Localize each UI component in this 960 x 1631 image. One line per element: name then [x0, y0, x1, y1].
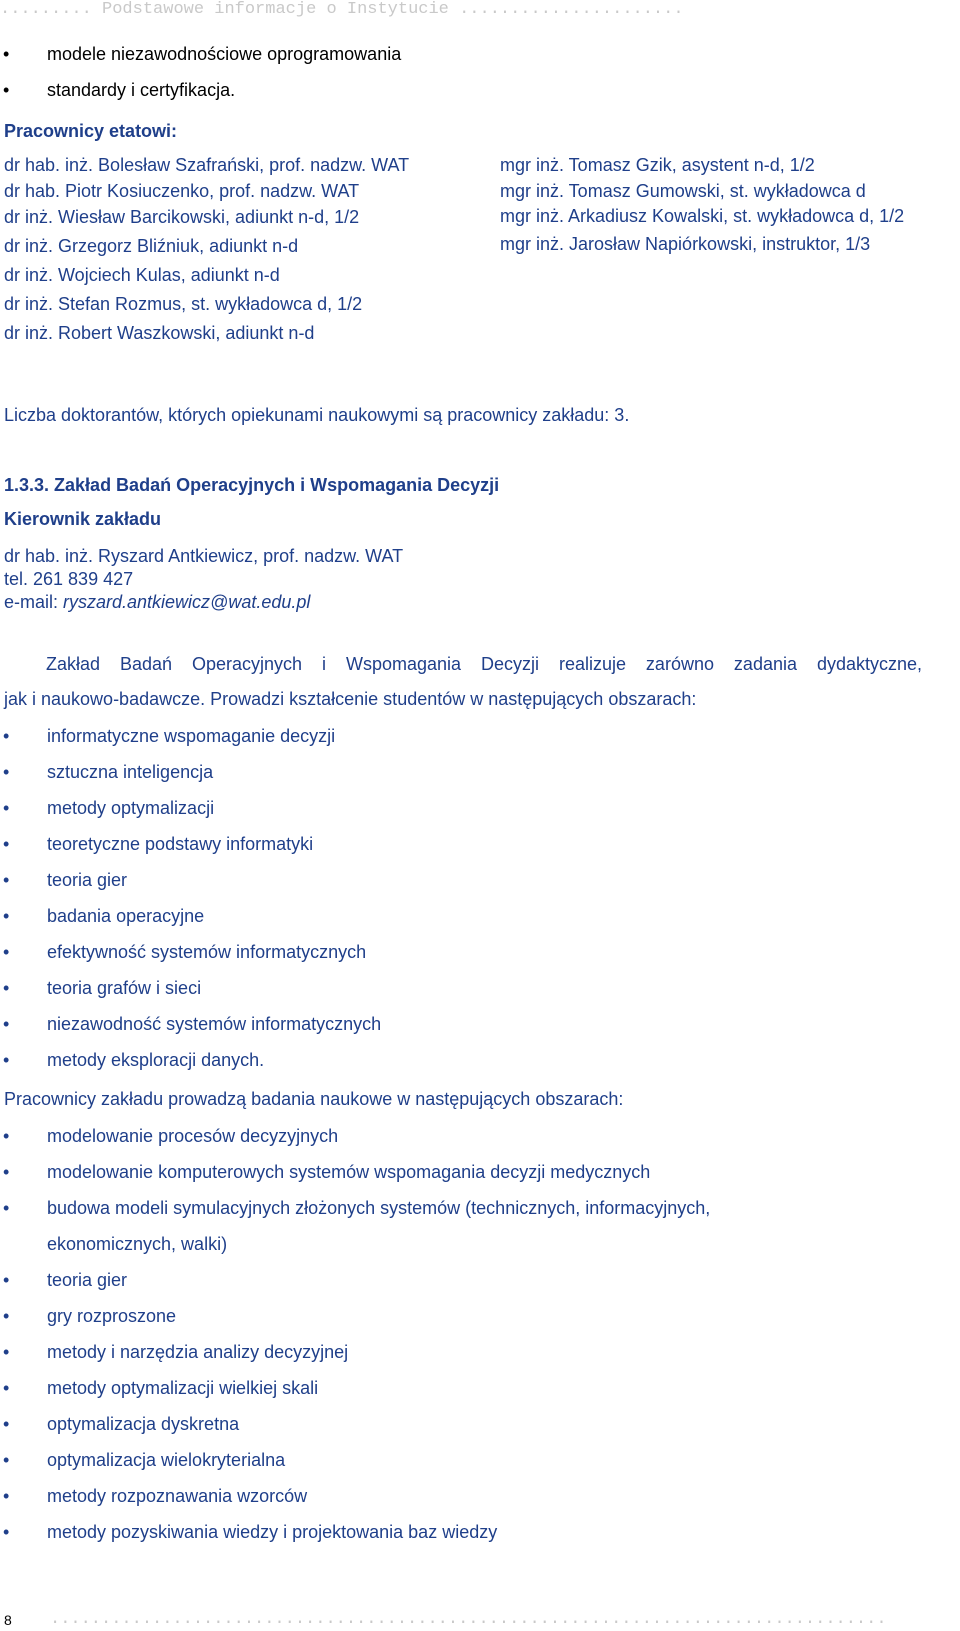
list-item: • badania operacyjne: [0, 906, 381, 926]
list-item: • teoria grafów i sieci: [0, 978, 381, 998]
staff-member: mgr inż. Jarosław Napiórkowski, instruktor, 1/3: [500, 234, 871, 254]
research-intro: Pracownicy zakładu prowadzą badania naukowe w następujących obszarach:: [4, 1089, 624, 1109]
list-item-continuation: [0, 1234, 710, 1254]
staff-member: mgr inż. Arkadiusz Kowalski, st. wykładowca d, 1/2: [500, 206, 905, 226]
staff-member: dr inż. Grzegorz Bliźniuk, adiunkt n-d: [4, 236, 299, 256]
list-item: • standardy i certyfikacja.: [0, 80, 401, 100]
staff-member: mgr inż. Tomasz Gzik, asystent n-d, 1/2: [500, 155, 815, 175]
staff-member: dr hab. Piotr Kosiuczenko, prof. nadzw. WAT: [4, 181, 360, 201]
research-list: [0, 1126, 710, 1542]
intro-line: Zakład Badań Operacyjnych i Wspomagania Decyzji realizuje zarówno zadania dydaktyczne,: [46, 654, 922, 674]
staff-member: dr inż. Robert Waszkowski, adiunkt n-d: [4, 323, 315, 343]
email-link[interactable]: ryszard.antkiewicz@wat.edu.pl: [63, 592, 311, 612]
running-header: [0, 0, 960, 22]
header-title: Podstawowe informacje o Instytucie: [102, 0, 449, 19]
staff-member: dr inż. Wojciech Kulas, adiunkt n-d: [4, 265, 280, 285]
list-item: • teoria gier: [0, 870, 381, 890]
list-item: • modele niezawodnościowe oprogramowania: [0, 44, 401, 64]
list-item: • metody optymalizacji wielkiej skali: [0, 1378, 710, 1398]
list-item: • metody optymalizacji: [0, 798, 381, 818]
continuation-text: ekonomicznych, walki): [47, 1234, 228, 1254]
head-name: dr hab. inż. Ryszard Antkiewicz, prof. nadzw. WAT: [4, 546, 404, 566]
list-item: • informatyczne wspomaganie decyzji: [0, 726, 381, 746]
page-footer: [0, 1600, 960, 1631]
list-item: • sztuczna inteligencja: [0, 762, 381, 782]
list-item: • modelowanie komputerowych systemów wspomagania decyzji medycznych: [0, 1162, 710, 1182]
list-item: • teoria gier: [0, 1270, 710, 1290]
page-number: 8: [4, 1612, 12, 1628]
staff-label: Pracownicy etatowi:: [4, 121, 178, 141]
head-phone: tel. 261 839 427: [4, 569, 134, 589]
header-leading-dots: .........: [0, 0, 92, 19]
doctorate-count-line: Liczba doktorantów, których opiekunami naukowymi są pracownicy zakładu: 3.: [4, 405, 630, 425]
staff-member: dr inż. Wiesław Barcikowski, adiunkt n-d, 1/2: [4, 207, 360, 227]
intro-paragraph: [4, 647, 922, 681]
email-label: e-mail:: [4, 592, 64, 612]
intro-line: [4, 688, 696, 710]
list-item: • optymalizacja wielokryterialna: [0, 1450, 710, 1470]
section-title: 1.3.3. Zakład Badań Operacyjnych i Wspomagania Decyzji: [4, 475, 500, 495]
teaching-list: [0, 726, 381, 1070]
staff-right-column: [500, 152, 916, 256]
head-label: Kierownik zakładu: [4, 509, 162, 529]
list-item: • teoretyczne podstawy informatyki: [0, 834, 381, 854]
list-item: • metody rozpoznawania wzorców: [0, 1486, 710, 1506]
intro-line-text: jak i naukowo-badawcze. Prowadzi kształcenie studentów w następujących obszarach:: [4, 689, 697, 709]
list-item: • niezawodność systemów informatycznych: [0, 1014, 381, 1034]
top-bullet-list: [0, 44, 401, 100]
list-item: • optymalizacja dyskretna: [0, 1414, 710, 1434]
staff-left-column: [4, 152, 409, 346]
list-item: • modelowanie procesów decyzyjnych: [0, 1126, 710, 1146]
footer-dots: ..................................................................................: [50, 1610, 887, 1629]
list-item: • metody eksploracji danych.: [0, 1050, 381, 1070]
list-item: • metody pozyskiwania wiedzy i projektowania baz wiedzy: [0, 1522, 710, 1542]
list-item: • metody i narzędzia analizy decyzyjnej: [0, 1342, 710, 1362]
list-item: • budowa modeli symulacyjnych złożonych systemów (technicznych, informacyjnych,: [0, 1198, 710, 1218]
staff-member: dr inż. Stefan Rozmus, st. wykładowca d, 1/2: [4, 294, 363, 314]
list-item: • efektywność systemów informatycznych: [0, 942, 381, 962]
staff-member: dr hab. inż. Bolesław Szafrański, prof. nadzw. WAT: [4, 155, 410, 175]
staff-member: mgr inż. Tomasz Gumowski, st. wykładowca d: [500, 181, 866, 201]
head-email-line: [4, 591, 310, 613]
header-trailing-dots: ......................: [459, 0, 684, 19]
list-item: • gry rozproszone: [0, 1306, 710, 1326]
